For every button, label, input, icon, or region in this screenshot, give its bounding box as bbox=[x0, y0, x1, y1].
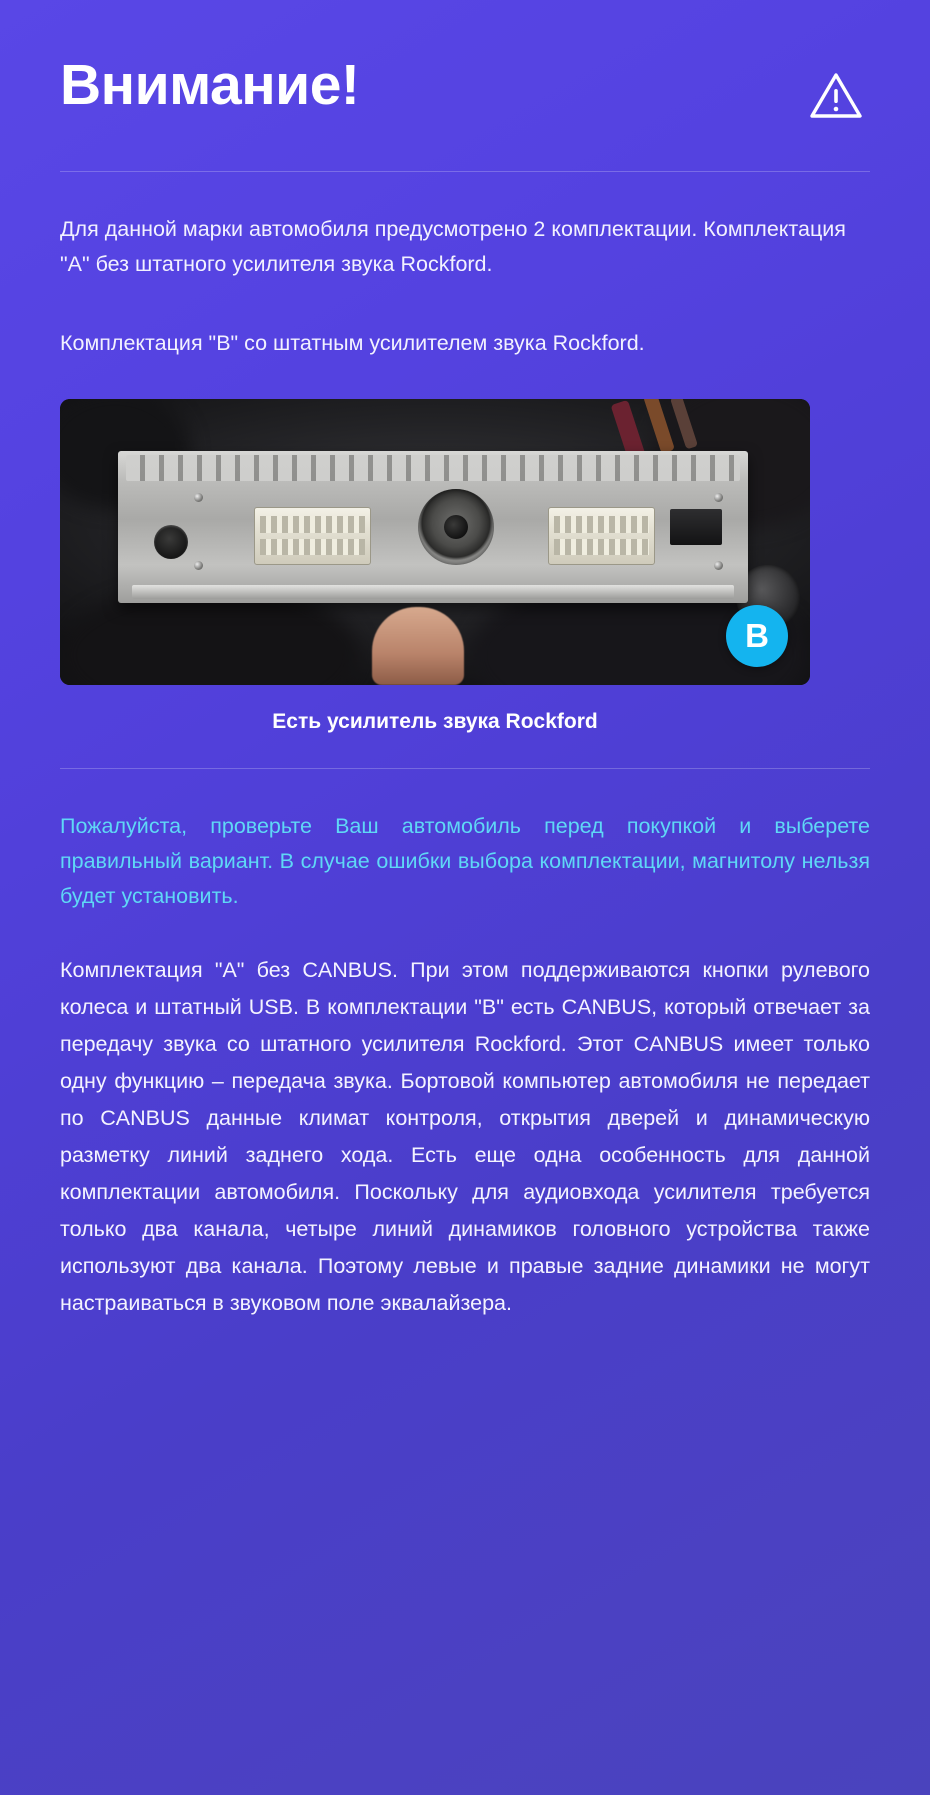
photo-background bbox=[60, 399, 810, 685]
photo-caption: Есть усилитель звука Rockford bbox=[272, 710, 598, 734]
page-title: Внимание! bbox=[60, 53, 360, 117]
warning-note: Пожалуйста, проверьте Ваш автомобиль перед покупкой и выберете правильный вариант. В случае ошибки выбора комплектации, магнитолу нельзя будет установить. bbox=[60, 814, 870, 909]
frame-bottom-bar bbox=[132, 585, 734, 599]
intro-paragraph-1: Для данной марки автомобиля предусмотрено 2 комплектации. Комплектация "А" без штатного усилителя звука Rockford. bbox=[60, 217, 846, 277]
intro-spacer bbox=[60, 282, 870, 326]
hand-thumb bbox=[372, 607, 464, 685]
heatsink-fins bbox=[126, 455, 740, 481]
screw bbox=[714, 493, 723, 502]
description-body: Комплектация "А" без CANBUS. При этом поддерживаются кнопки рулевого колеса и штатный USB. В комплектации "В" есть CANBUS, который отвечает за передачу звука со штатного усилителя Rockford. Этот CANBUS имеет только одну функцию – передача звука. Бортовой компьютер автомобиля не передает по CANBUS данные климат контроля, открытия дверей и динамическую разметку линий заднего хода. Есть еще одна особенность для данной комплектации автомобиля. Поскольку для аудиовхода усилителя требуется только два канала, четыре линий динамиков головного устройства также используют два канала. Поэтому левые и правые задние динамики не могут настраиваться в звуковом поле эквалайзера. bbox=[60, 958, 870, 1315]
warning-triangle-icon bbox=[808, 70, 864, 127]
page-header bbox=[60, 46, 870, 127]
screw bbox=[194, 561, 203, 570]
screw bbox=[194, 493, 203, 502]
white-connector-right bbox=[548, 507, 655, 565]
white-connector-left bbox=[254, 507, 371, 565]
antenna-socket bbox=[418, 489, 494, 565]
screw bbox=[714, 561, 723, 570]
intro-paragraph-2: Комплектация "В" со штатным усилителем звука Rockford. bbox=[60, 331, 645, 356]
header-divider bbox=[60, 171, 870, 172]
intro-section bbox=[60, 212, 870, 361]
radio-metal-frame bbox=[118, 451, 748, 603]
variant-badge: B bbox=[726, 605, 788, 667]
section-divider bbox=[60, 768, 870, 769]
black-module bbox=[670, 509, 722, 545]
frame-hole bbox=[154, 525, 188, 559]
radio-unit-photo bbox=[60, 399, 810, 685]
